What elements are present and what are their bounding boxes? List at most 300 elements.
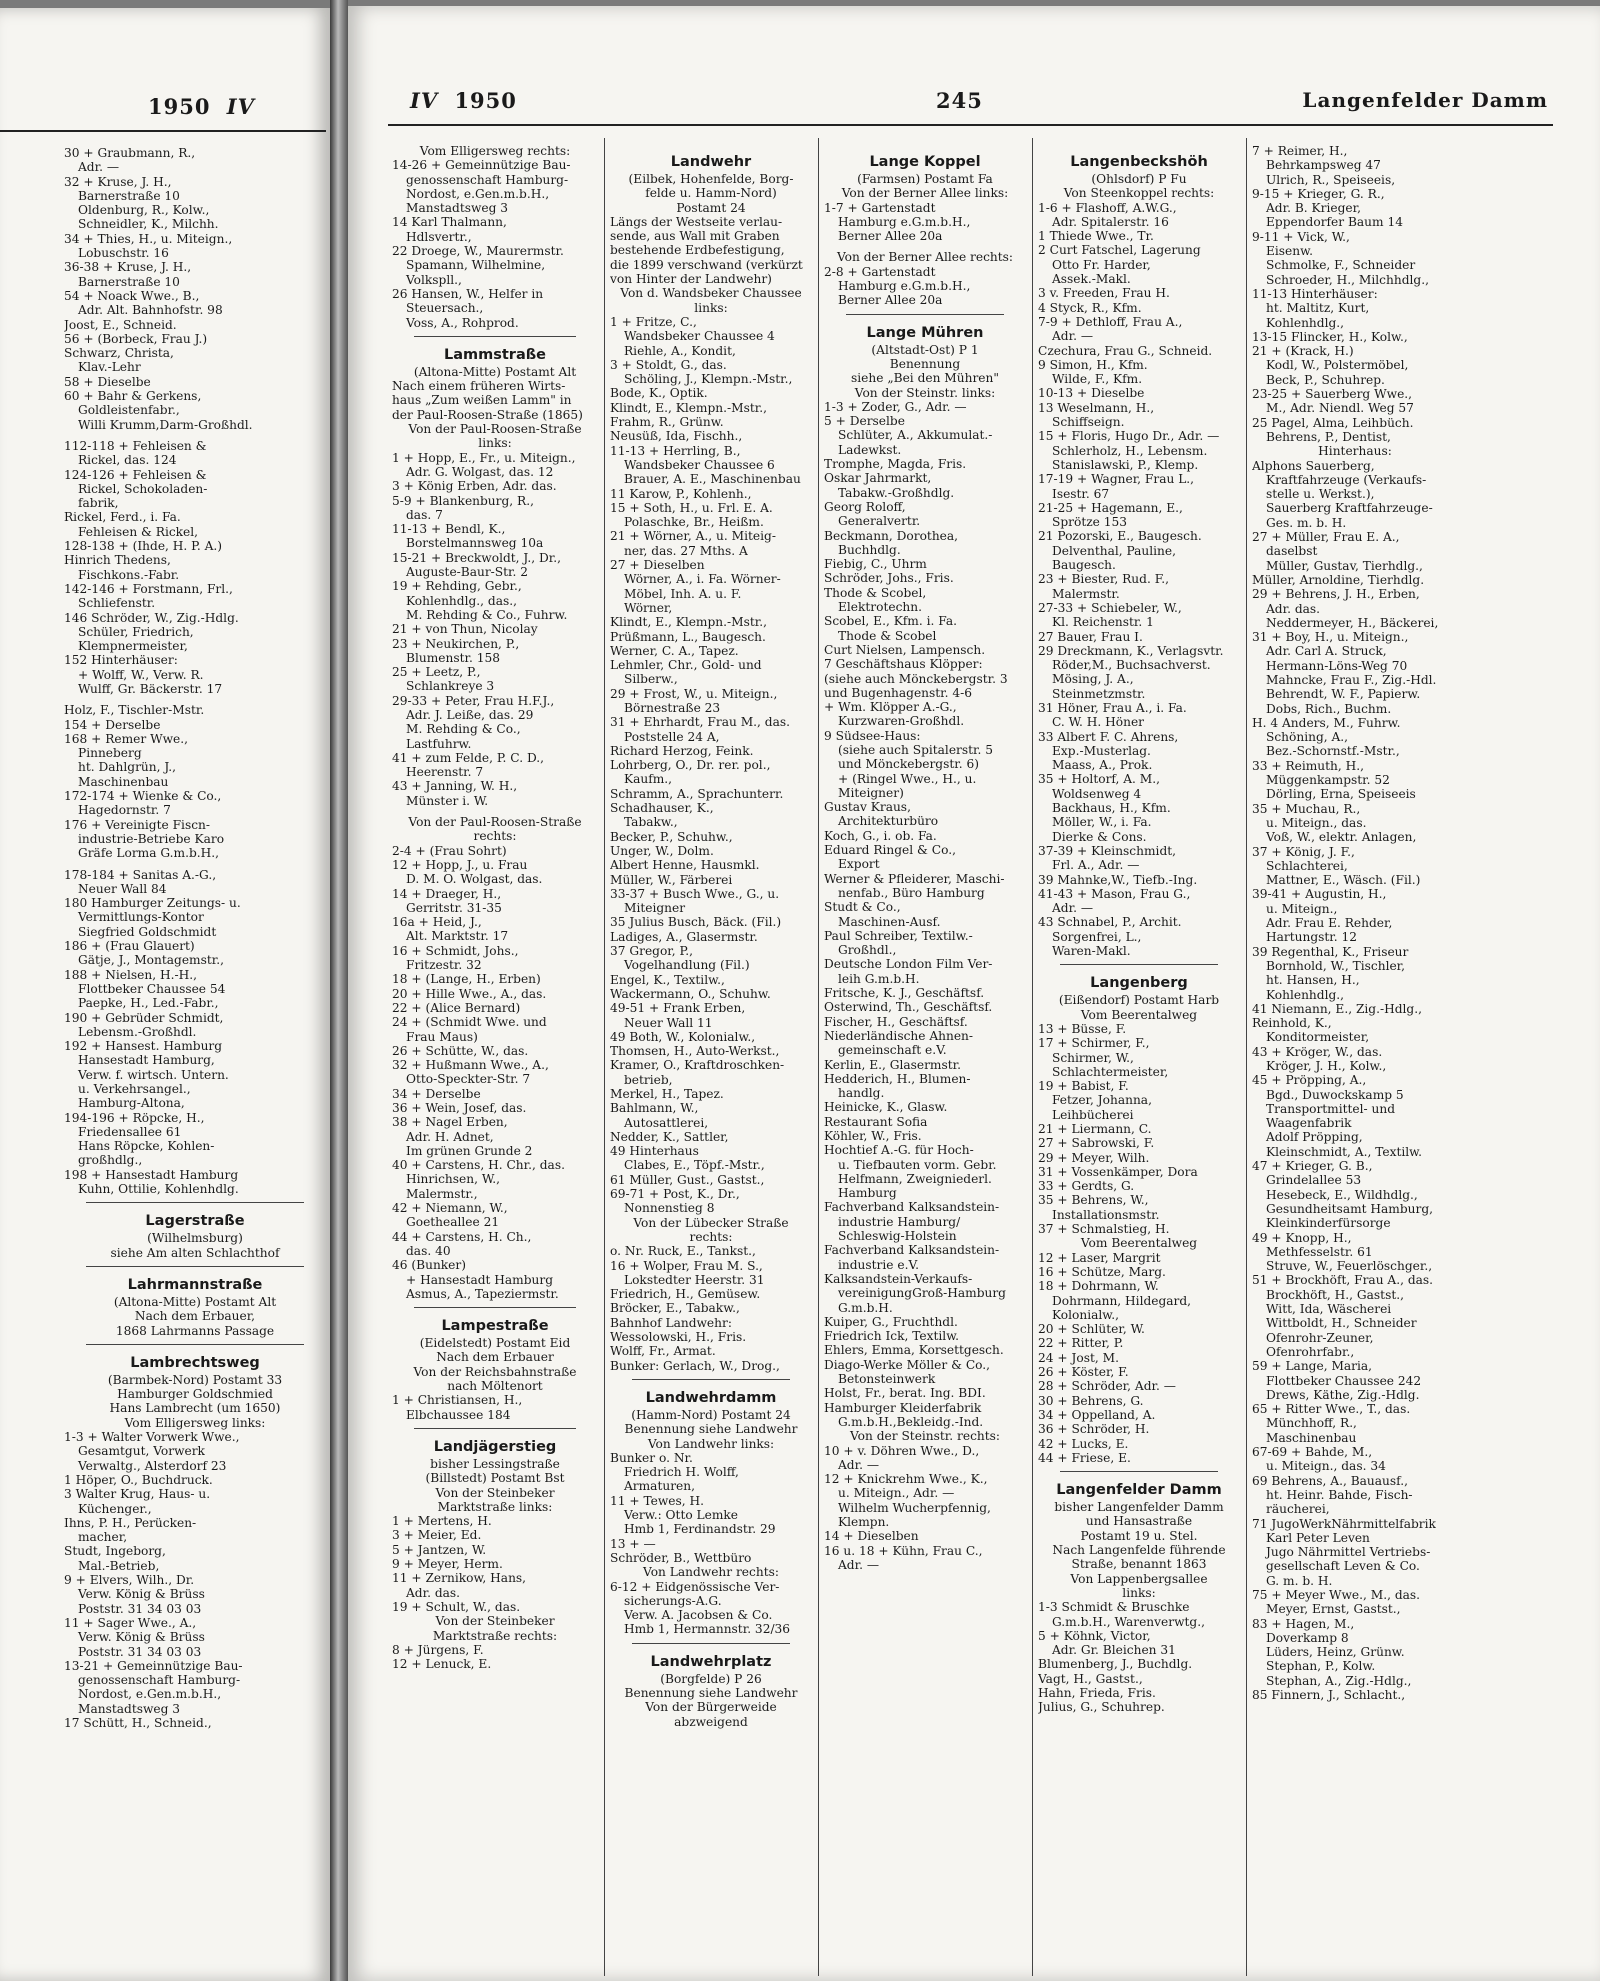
directory-entry: 49 + Knopp, H., bbox=[1252, 1230, 1352, 1245]
spacer bbox=[392, 808, 598, 815]
directory-entry: Manstadtsweg 3 bbox=[406, 201, 509, 216]
directory-entry: 49-51 + Frank Erben, bbox=[610, 1001, 746, 1016]
directory-entry: 27 + Müller, Frau E. A., bbox=[1252, 530, 1400, 545]
street-note: Von der Steinbeker bbox=[435, 1614, 555, 1629]
directory-entry: Adr. H. Adnet, bbox=[406, 1129, 494, 1144]
directory-entry: Kolonialw., bbox=[1052, 1307, 1119, 1322]
directory-entry: Mal.-Betrieb, bbox=[78, 1558, 160, 1573]
directory-entry: Karl Peter Leven bbox=[1266, 1530, 1370, 1545]
directory-entry: 37 + König, J. F., bbox=[1252, 844, 1355, 859]
directory-entry: Ladewkst. bbox=[838, 442, 902, 457]
street-note: (Altstadt-Ost) P 1 bbox=[871, 342, 979, 357]
right-page-header-left bbox=[410, 88, 517, 113]
directory-entry: G.m.b.H. bbox=[838, 1300, 893, 1315]
street-heading: Landwehr bbox=[670, 154, 752, 170]
directory-entry: Bahlmann, W., bbox=[610, 1101, 699, 1116]
directory-entry: 22 + (Alice Bernard) bbox=[392, 1000, 521, 1015]
section-divider bbox=[414, 336, 576, 337]
directory-entry: 15 + Floris, Hugo Dr., Adr. — bbox=[1038, 429, 1220, 444]
directory-entry: 43 Schnabel, P., Archit. bbox=[1038, 915, 1182, 930]
directory-entry: Wörner, A., i. Fa. Wörner- bbox=[624, 572, 781, 587]
directory-entry: Thode & Scobel, bbox=[824, 585, 927, 600]
directory-entry: Verwaltg., Alsterdorf 23 bbox=[78, 1458, 227, 1473]
directory-entry: Neusüß, Ida, Fischh., bbox=[610, 429, 743, 444]
directory-entry: 33 + Gerdts, G. bbox=[1038, 1179, 1135, 1194]
directory-entry: Wackermann, O., Schuhw. bbox=[610, 986, 771, 1001]
street-note: Von Landwehr links: bbox=[647, 1436, 775, 1451]
directory-entry: 17-19 + Wagner, Frau L., bbox=[1038, 472, 1195, 487]
directory-entry: fabrik, bbox=[78, 496, 119, 511]
directory-entry: 154 + Derselbe bbox=[64, 717, 161, 732]
directory-entry: 16 u. 18 + Kühn, Frau C., bbox=[824, 1543, 983, 1558]
directory-entry: Verw. f. wirtsch. Untern. bbox=[78, 1067, 229, 1082]
directory-entry: Goetheallee 21 bbox=[406, 1215, 500, 1230]
directory-entry: Richard Herzog, Feink. bbox=[610, 743, 754, 758]
directory-entry: Lebensm.-Großhdl. bbox=[78, 1024, 197, 1039]
directory-entry: 47 + Krieger, G. B., bbox=[1252, 1159, 1373, 1174]
directory-entry: 176 + Vereinigte Fiscn- bbox=[64, 817, 210, 832]
directory-entry: Kramer, O., Kraftdroschken- bbox=[610, 1058, 785, 1073]
directory-entry: Rickel, das. 124 bbox=[78, 453, 177, 468]
directory-entry: Schiffseign. bbox=[1052, 415, 1125, 430]
directory-entry: Osterwind, Th., Geschäftsf. bbox=[824, 1000, 993, 1015]
street-note: Benennung bbox=[889, 356, 961, 371]
spacer bbox=[64, 696, 326, 703]
directory-entry: Tabakw., bbox=[624, 815, 678, 830]
directory-entry: Werner, C. A., Tapez. bbox=[610, 643, 739, 658]
directory-entry: 26 Hansen, W., Helfer in bbox=[392, 286, 544, 301]
spacer bbox=[824, 243, 1026, 250]
directory-entry: 31 + Boy, H., u. Miteign., bbox=[1252, 630, 1409, 645]
directory-entry: 15 + Soth, H., u. Frl. E. A. bbox=[610, 500, 773, 515]
directory-entry: Brauer, A. E., Maschinenbau bbox=[624, 472, 801, 487]
directory-entry: Borstelmannsweg 10a bbox=[406, 536, 544, 551]
street-note: abzweigend bbox=[674, 1714, 748, 1729]
directory-entry: Adr. — bbox=[1052, 329, 1094, 344]
street-heading: Landjägerstieg bbox=[433, 1438, 557, 1455]
directory-entry: Hartungstr. 12 bbox=[1266, 930, 1358, 945]
directory-entry: 12 + Knickrehm Wwe., K., bbox=[824, 1472, 988, 1487]
directory-entry: 31 + Ehrhardt, Frau M., das. bbox=[610, 715, 790, 730]
directory-entry: 67-69 + Bahde, M., bbox=[1252, 1445, 1373, 1460]
directory-entry: Hochtief A.-G. für Hoch- bbox=[824, 1143, 974, 1158]
street-note: nach Möltenort bbox=[447, 1379, 543, 1394]
directory-entry: 15-21 + Breckwoldt, J., Dr., bbox=[392, 550, 561, 565]
directory-entry: Volkspll., bbox=[406, 272, 462, 287]
directory-entry: 1-6 + Flashoff, A.W.G., bbox=[1038, 200, 1177, 215]
directory-entry: 152 Hinterhäuser: bbox=[64, 653, 178, 668]
directory-entry: Friedrich H. Wolff, bbox=[624, 1465, 739, 1480]
directory-entry: 13-21 + Gemeinnützige Bau- bbox=[64, 1658, 243, 1673]
directory-entry: Bahnhof Landwehr: bbox=[610, 1315, 732, 1330]
directory-entry: M. Rehding & Co., Fuhrw. bbox=[406, 607, 568, 622]
column-divider bbox=[1032, 138, 1033, 1976]
directory-entry: 29 + Behrens, J. H., Erben, bbox=[1252, 587, 1420, 602]
directory-entry: Klav.-Lehr bbox=[78, 360, 141, 375]
directory-entry: Klempn. bbox=[838, 1515, 890, 1530]
directory-entry: 1 Höper, O., Buchdruck. bbox=[64, 1472, 213, 1487]
directory-entry: Wörner, bbox=[624, 600, 673, 615]
directory-entry: Beckmann, Dorothea, bbox=[824, 528, 959, 543]
directory-entry: Holz, F., Tischler-Mstr. bbox=[64, 703, 205, 718]
directory-entry: Wulff, Gr. Bäckerstr. 17 bbox=[78, 681, 223, 696]
street-note: Von d. Wandsbeker Chaussee bbox=[620, 286, 802, 301]
street-note: Von der Lübecker Straße bbox=[633, 1215, 789, 1230]
directory-entry: 46 (Bunker) bbox=[392, 1258, 466, 1273]
directory-entry: Behrkampsweg 47 bbox=[1266, 158, 1381, 173]
directory-entry: Oskar Jahrmarkt, bbox=[824, 471, 932, 486]
street-note: Marktstraße links: bbox=[437, 1499, 553, 1514]
directory-entry: 180 Hamburger Zeitungs- u. bbox=[64, 896, 241, 911]
directory-entry: 2-4 + (Frau Sohrt) bbox=[392, 843, 507, 858]
directory-entry: + Wm. Klöpper A.-G., bbox=[824, 700, 957, 715]
directory-entry: 33 + Reimuth, H., bbox=[1252, 758, 1365, 773]
directory-entry: Siegfried Goldschmidt bbox=[78, 924, 217, 939]
street-note: (Altona-Mitte) Postamt Alt bbox=[413, 364, 577, 379]
directory-entry: räucherei, bbox=[1266, 1502, 1330, 1517]
directory-entry: Schramm, A., Sprachunterr. bbox=[610, 786, 784, 801]
directory-entry: Kraftfahrzeuge (Verkaufs- bbox=[1266, 472, 1427, 487]
directory-entry: Bez.-Schornstf.-Mstr., bbox=[1266, 744, 1400, 759]
directory-entry: Werner & Pfleiderer, Maschi- bbox=[824, 871, 1005, 886]
directory-entry: D. M. O. Wolgast, das. bbox=[406, 872, 543, 887]
directory-entry: Adr. — bbox=[78, 160, 120, 175]
spacer bbox=[64, 861, 326, 868]
section-divider bbox=[414, 1307, 576, 1308]
directory-entry: Riehle, A., Kondit, bbox=[624, 343, 736, 358]
directory-entry: 69 Behrens, A., Bauausf., bbox=[1252, 1473, 1408, 1488]
directory-entry: großhdlg., bbox=[78, 1153, 143, 1168]
directory-entry: Blumenstr. 158 bbox=[406, 650, 500, 665]
directory-entry: Müller, Arnoldine, Tierhdlg. bbox=[1252, 572, 1425, 587]
directory-entry: 44 + Friese, E. bbox=[1038, 1450, 1131, 1465]
directory-entry: 32 + Kruse, J. H., bbox=[64, 174, 172, 189]
directory-entry: Hesebeck, E., Wildhdlg., bbox=[1266, 1187, 1418, 1202]
street-note: Von der Paul-Roosen-Straße bbox=[408, 422, 582, 437]
directory-entry: 11-13 Hinterhäuser: bbox=[1252, 286, 1378, 301]
directory-entry: Hdlsvertr., bbox=[406, 229, 472, 244]
street-heading: Lampestraße bbox=[441, 1318, 549, 1335]
directory-entry: Verw. A. Jacobsen & Co. bbox=[624, 1608, 773, 1623]
directory-entry: Bunker: Gerlach, W., Drog., bbox=[610, 1358, 780, 1373]
directory-entry: Ges. m. b. H. bbox=[1266, 515, 1347, 530]
directory-entry: Lastfuhrw. bbox=[406, 736, 472, 751]
directory-entry: Schöning, A., bbox=[1266, 730, 1349, 745]
directory-entry: ht. Maltitz, Kurt, bbox=[1266, 301, 1370, 316]
directory-entry: Assek.-Makl. bbox=[1052, 272, 1131, 287]
street-note: felde u. Hamm-Nord) bbox=[645, 186, 777, 201]
directory-entry: 29 Dreckmann, K., Verlagsvtr. bbox=[1038, 643, 1224, 658]
directory-entry: 40 + Carstens, H. Chr., das. bbox=[392, 1158, 565, 1173]
directory-entry: 36 + Wein, Josef, das. bbox=[392, 1101, 527, 1115]
directory-entry: 186 + (Frau Glauert) bbox=[64, 939, 195, 954]
directory-entry: Kurzwaren-Großhdl. bbox=[838, 714, 965, 729]
directory-entry: Klindt, E., Klempn.-Mstr., bbox=[610, 615, 767, 630]
directory-entry: 3 v. Freeden, Frau H. bbox=[1038, 286, 1170, 301]
directory-entry: 12 + Lenuck, E. bbox=[392, 1657, 492, 1672]
right-header-year: 1950 bbox=[454, 88, 517, 113]
street-note: (Hamm-Nord) Postamt 24 bbox=[631, 1407, 791, 1422]
directory-entry: Steinmetzmstr. bbox=[1052, 686, 1146, 701]
right-column-5 bbox=[1252, 144, 1458, 1974]
section-divider bbox=[632, 1379, 790, 1380]
street-note: (Borgfelde) P 26 bbox=[660, 1671, 762, 1686]
directory-entry: 41 Niemann, E., Zig.-Hdlg., bbox=[1252, 1001, 1422, 1016]
directory-entry: Otto Fr. Harder, bbox=[1052, 257, 1151, 272]
street-note: Von Steenkoppel rechts: bbox=[1063, 186, 1215, 201]
directory-entry: Sorgenfrei, L., bbox=[1052, 929, 1142, 944]
directory-entry: Schmolke, F., Schneider bbox=[1266, 258, 1416, 273]
directory-entry: Lohrberg, O., Dr. rer. pol., bbox=[610, 758, 771, 773]
directory-entry: Konditormeister, bbox=[1266, 1030, 1370, 1045]
directory-entry: 18 + Dohrmann, W. bbox=[1038, 1279, 1159, 1294]
directory-entry: 128-138 + (Ihde, H. P. A.) bbox=[64, 539, 223, 554]
street-note: Benennung siehe Landwehr bbox=[624, 1422, 798, 1437]
directory-entry: 20 + Hille Wwe., A., das. bbox=[392, 986, 547, 1001]
directory-entry: Studt & Co., bbox=[824, 900, 901, 915]
street-note: Marktstraße rechts: bbox=[432, 1628, 558, 1643]
directory-entry: 32 + Hußmann Wwe., A., bbox=[392, 1058, 549, 1073]
directory-entry: Methfesselstr. 61 bbox=[1266, 1244, 1373, 1259]
directory-entry: und Mönckebergstr. 6) bbox=[838, 757, 979, 772]
directory-entry: Vogelhandlung (Fil.) bbox=[624, 958, 750, 973]
directory-entry: 9 + Meyer, Herm. bbox=[392, 1557, 503, 1572]
right-column-1 bbox=[392, 144, 598, 1974]
street-note: siehe Am alten Schlachthof bbox=[110, 1245, 280, 1260]
directory-entry: G.m.b.H., Warenverwtg., bbox=[1052, 1614, 1205, 1629]
directory-entry: Lobuschstr. 16 bbox=[78, 246, 169, 261]
directory-entry: 54 + Noack Wwe., B., bbox=[64, 288, 200, 303]
directory-entry: Flottbeker Chaussee 242 bbox=[1266, 1373, 1422, 1388]
directory-entry: Schadhauser, K., bbox=[610, 801, 714, 816]
directory-entry: Börnestraße 23 bbox=[624, 700, 721, 715]
directory-entry: 39 Regenthal, K., Friseur bbox=[1252, 944, 1409, 959]
directory-entry: 11-13 + Herrling, B., bbox=[610, 443, 741, 458]
directory-entry: Beck, P., Schuhrep. bbox=[1266, 372, 1385, 387]
directory-entry: Goldleistenfabr., bbox=[78, 403, 180, 418]
directory-entry: 14-26 + Gemeinnützige Bau- bbox=[392, 158, 571, 173]
street-heading: Lange Mühren bbox=[866, 324, 984, 341]
directory-entry: Kuhn, Ottilie, Kohlenhdlg. bbox=[78, 1182, 239, 1197]
directory-entry: Ofenrohr-Zeuner, bbox=[1266, 1330, 1374, 1345]
directory-entry: Architekturbüro bbox=[838, 814, 939, 829]
directory-entry: 17 + Schirmer, F., bbox=[1038, 1036, 1150, 1051]
directory-entry: u. Tiefbauten vorm. Gebr. bbox=[838, 1157, 997, 1172]
street-note: (Eilbek, Hohenfelde, Borg- bbox=[628, 172, 794, 186]
street-note: Straße, benannt 1863 bbox=[1071, 1557, 1207, 1572]
directory-entry: Vermittlungs-Kontor bbox=[78, 910, 204, 925]
directory-entry: 16 + Wolper, Frau M. S., bbox=[610, 1258, 763, 1273]
directory-entry: 28 + Schröder, Adr. — bbox=[1038, 1379, 1176, 1394]
directory-entry: Barnerstraße 10 bbox=[78, 188, 180, 203]
directory-entry: Verw. König & Brüss bbox=[78, 1630, 205, 1645]
directory-entry: Verw.: Otto Lemke bbox=[624, 1508, 739, 1523]
directory-entry: Delventhal, Pauline, bbox=[1052, 543, 1176, 558]
directory-entry: Fetzer, Johanna, bbox=[1052, 1093, 1152, 1108]
directory-entry: Wolff, Fr., Armat. bbox=[610, 1344, 716, 1359]
street-heading: Landwehrdamm bbox=[645, 1389, 777, 1406]
directory-entry: 5 + Derselbe bbox=[824, 414, 905, 429]
left-page-header bbox=[148, 94, 255, 119]
directory-entry: 19 + Schult, W., das. bbox=[392, 1599, 521, 1614]
directory-entry: u. Miteign., das. 34 bbox=[1266, 1459, 1386, 1474]
directory-entry: 30 + Graubmann, R., bbox=[64, 146, 196, 160]
directory-entry: 22 + Ritter, P. bbox=[1038, 1336, 1124, 1351]
directory-entry: 124-126 + Fehleisen & bbox=[64, 467, 207, 482]
directory-entry: Elektrotechn. bbox=[838, 600, 922, 615]
directory-entry: Wittboldt, H., Schneider bbox=[1266, 1316, 1417, 1331]
directory-entry: Hmb 1, Ferdinandstr. 29 bbox=[624, 1522, 776, 1537]
directory-entry: u. Verkehrsangel., bbox=[78, 1082, 191, 1096]
directory-entry: 56 + (Borbeck, Frau J.) bbox=[64, 331, 208, 346]
directory-entry: Backhaus, H., Kfm. bbox=[1052, 801, 1171, 816]
directory-entry: Pinneberg bbox=[78, 746, 142, 761]
directory-entry: Lokstedter Heerstr. 31 bbox=[624, 1272, 765, 1287]
directory-entry: Diago-Werke Möller & Co., bbox=[824, 1357, 991, 1372]
street-note: links: bbox=[1122, 1585, 1156, 1600]
street-heading: Langenfelder Damm bbox=[1056, 1482, 1222, 1499]
column-divider bbox=[818, 138, 819, 1976]
directory-entry: Müller, W., Färberei bbox=[610, 872, 733, 887]
directory-entry: Koch, G., i. ob. Fa. bbox=[824, 828, 937, 843]
directory-entry: Wilhelm Wucherpfennig, bbox=[838, 1500, 991, 1515]
left-header-rule bbox=[0, 130, 326, 132]
directory-entry: Eppendorfer Baum 14 bbox=[1266, 215, 1403, 230]
directory-entry: 51 + Brockhöft, Frau A., das. bbox=[1252, 1273, 1434, 1288]
street-note: (Farmsen) Postamt Fa bbox=[857, 172, 993, 186]
directory-entry: Kleinschmidt, A., Textilw. bbox=[1266, 1144, 1423, 1159]
directory-entry: Doverkamp 8 bbox=[1266, 1630, 1349, 1645]
directory-entry: 112-118 + Fehleisen & bbox=[64, 438, 207, 453]
directory-entry: Im grünen Grunde 2 bbox=[406, 1143, 533, 1158]
directory-entry: 21-25 + Hagemann, E., bbox=[1038, 500, 1183, 515]
directory-entry: + Wolff, W., Verw. R. bbox=[78, 667, 204, 682]
directory-entry: 41-43 + Mason, Frau G., bbox=[1038, 886, 1191, 901]
directory-entry: Willi Krumm,Darm-Großhdl. bbox=[78, 417, 253, 432]
directory-entry: 3 + Meier, Ed. bbox=[392, 1528, 482, 1543]
directory-entry: 9 Simon, H., Kfm. bbox=[1038, 357, 1148, 372]
directory-entry: 21 + (Krack, H.) bbox=[1252, 344, 1354, 359]
directory-entry: Ulrich, R., Speiseeis, bbox=[1266, 172, 1396, 187]
right-column-3 bbox=[824, 144, 1026, 1974]
directory-entry: Fischer, H., Geschäftsf. bbox=[824, 1014, 968, 1029]
directory-entry: 45 + Pröpping, A., bbox=[1252, 1073, 1367, 1088]
directory-entry: 25 + Leetz, P., bbox=[392, 665, 481, 680]
section-divider bbox=[1060, 1471, 1218, 1472]
directory-entry: 31 Höner, Frau A., i. Fa. bbox=[1038, 700, 1187, 715]
section-divider bbox=[846, 314, 1004, 315]
directory-entry: Eduard Ringel & Co., bbox=[824, 843, 956, 858]
directory-entry: 37 + Schmalstieg, H. bbox=[1038, 1222, 1170, 1237]
directory-entry: 19 + Rehding, Gebr., bbox=[392, 579, 522, 594]
directory-entry: Jugo Nährmittel Vertriebs- bbox=[1266, 1545, 1431, 1560]
directory-entry: Kleinkinderfürsorge bbox=[1266, 1216, 1391, 1231]
right-column-2 bbox=[610, 144, 812, 1974]
directory-entry: Ofenrohrfabr., bbox=[1266, 1344, 1355, 1359]
directory-entry: Studt, Ingeborg, bbox=[64, 1544, 166, 1559]
directory-entry: 11 + Sager Wwe., A., bbox=[64, 1615, 197, 1630]
directory-entry: Rickel, Schokoladen- bbox=[78, 481, 208, 496]
directory-entry: 44 + Carstens, H. Ch., bbox=[392, 1229, 532, 1244]
directory-entry: Hamburger Kleiderfabrik bbox=[824, 1400, 982, 1415]
directory-entry: 3 + Stoldt, G., das. bbox=[610, 357, 727, 372]
directory-entry: Gesamtgut, Vorwerk bbox=[78, 1444, 205, 1459]
directory-entry: Autosattlerei, bbox=[624, 1115, 709, 1130]
directory-entry: Schneidler, K., Milchh. bbox=[78, 217, 219, 232]
street-note: Von Landwehr rechts: bbox=[643, 1565, 779, 1580]
directory-entry: Schwarz, Christa, bbox=[64, 346, 174, 361]
directory-entry: Adr. B. Krieger, bbox=[1266, 201, 1361, 216]
directory-entry: Exp.-Musterlag. bbox=[1052, 743, 1151, 758]
directory-entry: Installationsmstr. bbox=[1052, 1207, 1160, 1222]
directory-entry: Mahncke, Frau F., Zig.-Hdl. bbox=[1266, 672, 1437, 687]
directory-entry: Berner Allee 20a bbox=[838, 293, 943, 308]
directory-entry: 24 + (Schmidt Wwe. und bbox=[392, 1015, 547, 1030]
directory-entry: 37 Gregor, P., bbox=[610, 944, 694, 959]
directory-entry: sende, aus Wall mit Graben bbox=[610, 229, 780, 244]
street-note: Hamburger Goldschmied bbox=[117, 1387, 273, 1402]
directory-entry: 2 Curt Fatschel, Lagerung bbox=[1038, 243, 1201, 258]
directory-entry: Poststr. 31 34 03 03 bbox=[78, 1601, 202, 1616]
directory-entry: 58 + Dieselbe bbox=[64, 374, 151, 389]
directory-entry: 17 Schütt, H., Schneid., bbox=[64, 1715, 212, 1730]
directory-entry: Fritsche, K. J., Geschäftsf. bbox=[824, 986, 985, 1001]
directory-entry: o. Nr. Ruck, E., Tankst., bbox=[610, 1244, 756, 1259]
street-note: Von der Reichsbahnstraße bbox=[413, 1364, 577, 1379]
directory-entry: Julius, G., Schuhrep. bbox=[1038, 1700, 1165, 1715]
directory-entry: Ehlers, Emma, Korsettgesch. bbox=[824, 1343, 1004, 1358]
directory-entry: 5 + Jantzen, W. bbox=[392, 1542, 487, 1557]
directory-entry: Bgd., Duwockskamp 5 bbox=[1266, 1087, 1404, 1102]
street-note: (Wilhelmsburg) bbox=[147, 1231, 243, 1246]
directory-entry: Gätje, J., Montagemstr., bbox=[78, 953, 224, 968]
directory-entry: Hmb 1, Hermannstr. 32/36 bbox=[624, 1622, 791, 1637]
directory-entry: Adr. G. Wolgast, das. 12 bbox=[406, 464, 554, 479]
directory-entry: Export bbox=[838, 857, 880, 872]
directory-entry: Waagenfabrik bbox=[1266, 1116, 1352, 1131]
street-note: Vom Elligersweg links: bbox=[124, 1415, 266, 1430]
directory-entry: und Bugenhagenstr. 4-6 bbox=[824, 685, 973, 700]
directory-entry: 1-3 Schmidt & Bruschke bbox=[1038, 1600, 1190, 1615]
directory-entry: 59 + Lange, Maria, bbox=[1252, 1359, 1373, 1374]
directory-entry: Deutsche London Film Ver- bbox=[824, 957, 993, 972]
directory-entry: M. Rehding & Co., bbox=[406, 722, 521, 737]
directory-entry: 35 + Holtorf, A. M., bbox=[1038, 772, 1160, 787]
directory-entry: Schröder, Johs., Fris. bbox=[824, 571, 954, 586]
directory-entry: 29 + Frost, W., u. Miteign., bbox=[610, 686, 778, 701]
directory-entry: Kerlin, E., Glasermstr. bbox=[824, 1057, 961, 1072]
directory-entry: Friedrich, H., Gemüsew. bbox=[610, 1287, 761, 1302]
directory-entry: 37-39 + Kleinschmidt, bbox=[1038, 843, 1177, 858]
directory-entry: Kuiper, G., Fruchthdl. bbox=[824, 1314, 958, 1329]
directory-entry: Dobs, Rich., Buchm. bbox=[1266, 701, 1392, 716]
directory-entry: Helfmann, Zweigniederl. bbox=[838, 1171, 992, 1186]
directory-entry: 13 + Büsse, F. bbox=[1038, 1021, 1127, 1036]
directory-entry: 36-38 + Kruse, J. H., bbox=[64, 260, 192, 275]
directory-entry: Miteigner bbox=[624, 901, 686, 916]
directory-entry: Paul Schreiber, Textilw.- bbox=[824, 928, 973, 943]
directory-entry: Fiebig, C., Uhrm bbox=[824, 557, 927, 572]
directory-entry: Stephan, P., Kolw. bbox=[1266, 1659, 1376, 1674]
directory-entry: 27 + Dieselben bbox=[610, 558, 705, 573]
directory-entry: 1 + Christiansen, H., bbox=[392, 1393, 523, 1408]
directory-entry: 1-3 + Zoder, G., Adr. — bbox=[824, 399, 967, 414]
directory-entry: Nordost, e.Gen.m.b.H., bbox=[406, 186, 550, 201]
book-gutter bbox=[330, 0, 348, 1981]
directory-entry: 27 Bauer, Frau I. bbox=[1038, 629, 1143, 644]
directory-entry: 35 + Muchau, R., bbox=[1252, 801, 1361, 816]
directory-entry: Neuer Wall 84 bbox=[78, 881, 167, 896]
